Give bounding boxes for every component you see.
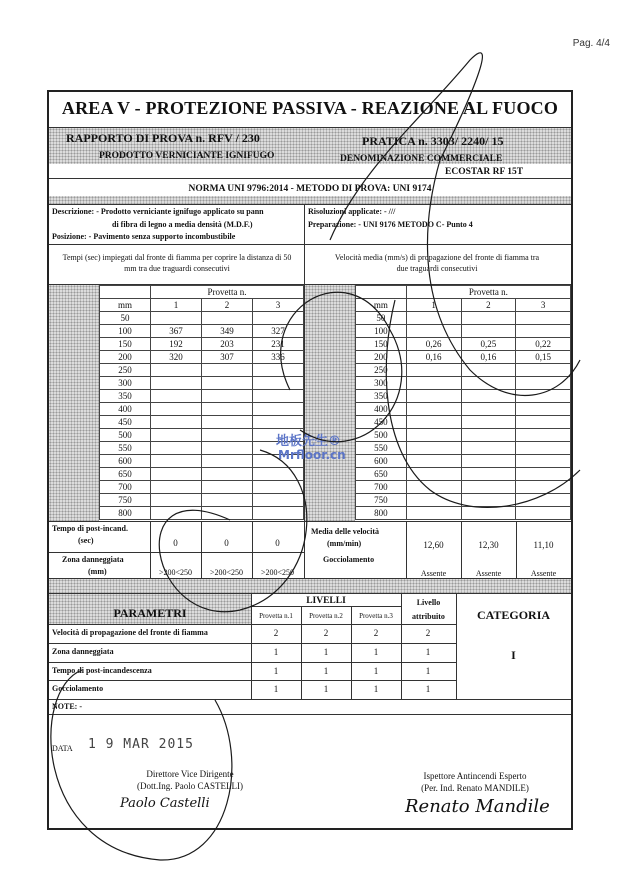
parameter-label: Tempo di post-incandescenza (52, 665, 152, 675)
right-table-value-cell (406, 377, 461, 390)
right-table-value-cell (516, 416, 571, 429)
category-value: I (511, 648, 516, 662)
description-line-1: Descrizione: - Prodotto verniciante ignifugo applicato su pann (52, 207, 264, 216)
right-table-value-cell: 0,16 (461, 351, 516, 364)
category-label: CATEGORIA (476, 608, 551, 622)
right-table-value-cell (461, 403, 516, 416)
right-table-mm-cell: 750 (356, 494, 407, 507)
right-table-value-cell (516, 455, 571, 468)
level-col-2: Provetta n.2 (309, 612, 343, 620)
right-mm-spacer (356, 286, 407, 299)
right-provetta-header: Provetta n. (406, 286, 570, 299)
damaged-zone-2: >200<250 (209, 568, 244, 577)
parameter-level: 1 (273, 646, 279, 657)
preparation: Preparazione: - UNI 9176 METODO C- Punto 4 (308, 220, 473, 229)
page-number: Pag. 4/4 (572, 38, 610, 49)
left-table-mm-cell: 150 (100, 338, 151, 351)
left-table-header: Tempi (sec) impiegati dal fronte di fiamma per coprire la distanza di 50 mm tra due traguardi consecutivi (62, 253, 292, 273)
right-table-value-cell: 0,16 (406, 351, 461, 364)
left-table-row (100, 507, 304, 520)
left-table-value-cell: 327 (252, 325, 303, 338)
left-table-value-cell (252, 403, 303, 416)
right-col-3: 3 (516, 299, 571, 312)
left-table-value-cell: 336 (252, 351, 303, 364)
parameter-level: 1 (373, 665, 379, 676)
right-table-mm-cell: 600 (356, 455, 407, 468)
left-table-mm-cell: 600 (100, 455, 151, 468)
left-table-mm-cell: 700 (100, 481, 151, 494)
left-table-row (100, 429, 304, 442)
right-data-table (355, 285, 571, 520)
mean-speed-2: 12,30 (478, 540, 499, 550)
parameter-attributed-level: 1 (425, 665, 431, 676)
left-table-value-cell (151, 455, 202, 468)
resolutions: Risoluzioni applicate: - /// (308, 207, 396, 216)
left-table-value-cell (151, 403, 202, 416)
right-table-row (356, 429, 571, 442)
right-table-value-cell (516, 364, 571, 377)
left-table-value-cell (201, 507, 252, 520)
right-table-value-cell (461, 416, 516, 429)
parameter-level: 1 (323, 684, 329, 695)
left-table-value-cell (201, 442, 252, 455)
right-table-row (356, 455, 571, 468)
parameter-level: 2 (373, 628, 379, 638)
left-table-value-cell (252, 364, 303, 377)
left-table-row (100, 468, 304, 481)
damaged-zone-1: >200<250 (158, 568, 193, 577)
damaged-zone-3: >200<250 (260, 568, 295, 577)
levels-title: LIVELLI (306, 596, 346, 606)
left-signature: Paolo Castelli (120, 796, 210, 811)
report-title: AREA V - PROTEZIONE PASSIVA - REAZIONE AL FUOCO (61, 98, 559, 118)
right-table-value-cell (516, 468, 571, 481)
left-table-value-cell (201, 312, 252, 325)
right-table-value-cell (516, 442, 571, 455)
right-table-value-cell (406, 429, 461, 442)
left-table-row (100, 481, 304, 494)
right-table-mm-cell: 400 (356, 403, 407, 416)
right-table-row (356, 364, 571, 377)
mean-speed-3: 11,10 (533, 540, 554, 550)
left-table-value-cell: 307 (201, 351, 252, 364)
right-table-mm-cell: 100 (356, 325, 407, 338)
right-table-value-cell (461, 390, 516, 403)
left-table-row (100, 390, 304, 403)
mean-speed-label-2: (mm/min) (327, 539, 362, 548)
test-norm: NORMA UNI 9796:2014 - METODO DI PROVA: UNI 9174 (188, 184, 432, 194)
left-col-3: 3 (252, 299, 303, 312)
left-table-value-cell (252, 507, 303, 520)
parameter-level: 1 (373, 646, 379, 657)
left-table-mm-cell: 650 (100, 468, 151, 481)
left-table-mm-cell: 450 (100, 416, 151, 429)
norm-band (49, 196, 571, 204)
right-table-value-cell (406, 403, 461, 416)
left-provetta-header: Provetta n. (151, 286, 304, 299)
watermark-url: Mrfloor.cn (278, 448, 346, 462)
right-table-mm-cell: 350 (356, 390, 407, 403)
left-table-mm-cell: 50 (100, 312, 151, 325)
right-table-value-cell (406, 481, 461, 494)
right-table-value-cell (406, 312, 461, 325)
left-signer-role: Direttore Vice Dirigente (146, 769, 234, 779)
left-table-mm-cell: 300 (100, 377, 151, 390)
right-table-value-cell (461, 494, 516, 507)
left-table-value-cell (151, 416, 202, 429)
right-table-mm-cell: 450 (356, 416, 407, 429)
right-table-row (356, 468, 571, 481)
parameter-level: 1 (373, 684, 379, 695)
right-table-value-cell (406, 455, 461, 468)
product-type: PRODOTTO VERNICIANTE IGNIFUGO (99, 151, 275, 161)
right-signer-name: (Per. Ind. Renato MANDILE) (421, 783, 529, 793)
left-table-value-cell (201, 468, 252, 481)
right-table-value-cell (516, 494, 571, 507)
right-table-value-cell (406, 325, 461, 338)
right-mm-header: mm (356, 299, 407, 312)
parameter-level: 1 (323, 646, 329, 657)
right-table-value-cell (461, 312, 516, 325)
right-table-row (356, 494, 571, 507)
left-col-1: 1 (151, 299, 202, 312)
right-table-row (356, 312, 571, 325)
post-incand-3: 0 (275, 538, 280, 548)
post-incand-label-2: (sec) (78, 536, 94, 545)
right-table-value-cell (461, 442, 516, 455)
parameter-level: 2 (273, 628, 279, 638)
right-table-mm-cell: 50 (356, 312, 407, 325)
right-table-mm-cell: 200 (356, 351, 407, 364)
right-table-value-cell: 0,26 (406, 338, 461, 351)
right-table-mm-cell: 800 (356, 507, 407, 520)
left-table-row (100, 377, 304, 390)
right-table-row (356, 416, 571, 429)
left-signer-name: (Dott.Ing. Paolo CASTELLI) (137, 781, 243, 791)
right-table-value-cell (516, 377, 571, 390)
attributed-level-label-2: attribuito (412, 612, 445, 621)
left-table-mm-cell: 250 (100, 364, 151, 377)
right-table-value-cell (516, 481, 571, 494)
left-table-value-cell (201, 455, 252, 468)
parameter-label: Gocciolamento (52, 684, 104, 694)
right-table-row (356, 338, 571, 351)
attributed-level-label-1: Livello (416, 598, 441, 607)
right-table-value-cell: 0,25 (461, 338, 516, 351)
left-table-mm-cell: 100 (100, 325, 151, 338)
damaged-zone-label-2: (mm) (88, 567, 107, 576)
left-table-value-cell (201, 403, 252, 416)
right-table-row (356, 481, 571, 494)
left-table-value-cell (201, 377, 252, 390)
right-table-mm-cell: 550 (356, 442, 407, 455)
left-table-margin (49, 285, 99, 521)
parameter-attributed-level: 2 (425, 628, 431, 638)
mean-speed-1: 12,60 (423, 540, 444, 550)
left-table-value-cell (151, 468, 202, 481)
right-table-mm-cell: 650 (356, 468, 407, 481)
left-table-value-cell (201, 429, 252, 442)
note-label: NOTE: - (52, 702, 82, 711)
drip-2: Assente (475, 569, 502, 578)
left-mm-spacer (100, 286, 151, 299)
left-table-value-cell (252, 390, 303, 403)
parameter-level: 2 (323, 628, 329, 638)
left-table-row (100, 338, 304, 351)
left-table-value-cell (252, 494, 303, 507)
left-table-row (100, 364, 304, 377)
left-table-row (100, 416, 304, 429)
right-table-value-cell (461, 468, 516, 481)
drip-label: Gocciolamento (323, 555, 375, 564)
left-table-value-cell (151, 364, 202, 377)
right-table-mm-cell: 150 (356, 338, 407, 351)
right-table-row (356, 442, 571, 455)
right-table-value-cell (516, 312, 571, 325)
parameter-label: Velocità di propagazione del fronte di fiamma (52, 628, 208, 637)
left-table-value-cell (151, 429, 202, 442)
level-col-3: Provetta n.3 (359, 612, 393, 620)
parameter-label: Zona danneggiata (52, 646, 114, 656)
right-table-value-cell (461, 364, 516, 377)
right-table-row (356, 507, 571, 520)
right-table-value-cell (406, 364, 461, 377)
right-table-value-cell: 0,15 (516, 351, 571, 364)
left-table-value-cell (151, 494, 202, 507)
right-table-mm-cell: 500 (356, 429, 407, 442)
parameter-level: 1 (273, 665, 279, 676)
post-incand-1: 0 (173, 538, 178, 548)
right-table-value-cell (516, 507, 571, 520)
right-table-row (356, 377, 571, 390)
left-data-table (99, 285, 304, 520)
left-table-value-cell (151, 442, 202, 455)
date-label: DATA (52, 744, 73, 753)
left-table-value-cell (201, 390, 252, 403)
right-table-value-cell: 0,22 (516, 338, 571, 351)
drip-3: Assente (530, 569, 557, 578)
right-signer-role: Ispettore Antincendi Esperto (423, 771, 527, 781)
left-table-value-cell: 231 (252, 338, 303, 351)
left-table-value-cell (201, 481, 252, 494)
right-col-2: 2 (461, 299, 516, 312)
right-table-header: Velocità media (mm/s) di propagazione del fronte di fiamma tra due traguardi consecutivi (334, 253, 540, 273)
left-table-row (100, 442, 304, 455)
left-table-value-cell (252, 312, 303, 325)
parameter-attributed-level: 1 (425, 684, 431, 695)
right-table-mm-cell: 250 (356, 364, 407, 377)
left-table-mm-cell: 800 (100, 507, 151, 520)
parameters-title: PARAMETRI (113, 606, 187, 620)
left-table-mm-cell: 350 (100, 390, 151, 403)
parameter-attributed-level: 1 (425, 646, 431, 657)
left-table-row (100, 455, 304, 468)
left-table-value-cell (201, 364, 252, 377)
right-table-value-cell (516, 429, 571, 442)
report-number: RAPPORTO DI PROVA n. RFV / 230 (66, 131, 260, 145)
left-table-value-cell: 349 (201, 325, 252, 338)
right-table-value-cell (406, 442, 461, 455)
right-table-value-cell (461, 377, 516, 390)
left-table-value-cell (151, 481, 202, 494)
right-table-value-cell (516, 325, 571, 338)
left-table-value-cell (252, 468, 303, 481)
commercial-denomination-label: DENOMINAZIONE COMMERCIALE (340, 154, 503, 164)
left-table-value-cell (151, 390, 202, 403)
right-table-value-cell (461, 507, 516, 520)
right-table-value-cell (461, 325, 516, 338)
mean-speed-label-1: Media delle velocità (311, 527, 379, 536)
right-table-mm-cell: 300 (356, 377, 407, 390)
practice-number: PRATICA n. 3303/ 2240/ 15 (362, 134, 504, 148)
separator-band (49, 579, 571, 593)
right-table-margin (305, 285, 355, 521)
left-table-mm-cell: 200 (100, 351, 151, 364)
right-table-value-cell (406, 468, 461, 481)
left-mm-header: mm (100, 299, 151, 312)
left-table-row (100, 312, 304, 325)
right-signature: Renato Mandile (405, 796, 550, 817)
left-table-mm-cell: 500 (100, 429, 151, 442)
right-table-value-cell (406, 390, 461, 403)
left-table-mm-cell: 550 (100, 442, 151, 455)
left-table-mm-cell: 750 (100, 494, 151, 507)
right-table-value-cell (406, 507, 461, 520)
left-table-value-cell (252, 481, 303, 494)
product-name: ECOSTAR RF 15T (445, 167, 524, 177)
drip-1: Assente (420, 569, 447, 578)
left-table-row (100, 494, 304, 507)
left-table-value-cell: 192 (151, 338, 202, 351)
right-table-value-cell (516, 403, 571, 416)
post-incand-2: 0 (224, 538, 229, 548)
left-table-value-cell: 203 (201, 338, 252, 351)
right-col-1: 1 (406, 299, 461, 312)
left-table-value-cell (201, 494, 252, 507)
left-table-value-cell (201, 416, 252, 429)
left-table-row (100, 351, 304, 364)
right-table-row (356, 403, 571, 416)
left-table-value-cell (252, 377, 303, 390)
left-table-value-cell: 367 (151, 325, 202, 338)
left-table-value-cell (252, 416, 303, 429)
right-table-value-cell (406, 494, 461, 507)
left-table-row (100, 325, 304, 338)
right-table-value-cell (461, 429, 516, 442)
left-col-2: 2 (201, 299, 252, 312)
watermark-cn: 地板先生® (276, 434, 342, 449)
level-col-1: Provetta n.1 (259, 612, 293, 620)
right-table-row (356, 351, 571, 364)
left-table-row (100, 403, 304, 416)
description-line-2: di fibra di legno a media densità (M.D.F.) (112, 220, 253, 229)
left-table-value-cell (151, 312, 202, 325)
position: Posizione: - Pavimento senza supporto incombustibile (52, 232, 236, 241)
left-table-mm-cell: 400 (100, 403, 151, 416)
left-table-value-cell: 320 (151, 351, 202, 364)
right-table-value-cell (461, 481, 516, 494)
date-stamp: 1 9 MAR 2015 (88, 737, 194, 752)
right-table-mm-cell: 700 (356, 481, 407, 494)
parameter-level: 1 (273, 684, 279, 695)
damaged-zone-label-1: Zona danneggiata (62, 555, 124, 564)
post-incand-label-1: Tempo di post-incand. (52, 524, 128, 533)
right-table-value-cell (461, 455, 516, 468)
right-table-value-cell (406, 416, 461, 429)
right-table-row (356, 325, 571, 338)
left-table-value-cell (151, 507, 202, 520)
parameter-level: 1 (323, 665, 329, 676)
left-table-value-cell (151, 377, 202, 390)
right-table-value-cell (516, 390, 571, 403)
right-table-row (356, 390, 571, 403)
